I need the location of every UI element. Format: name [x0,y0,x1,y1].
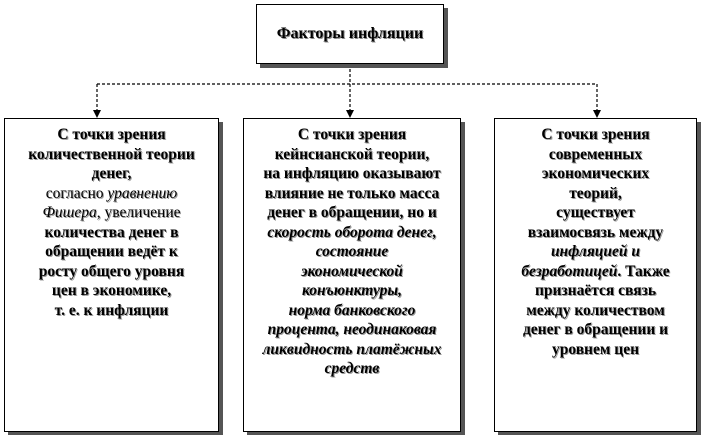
quantity-theory-text [11,125,212,320]
arrowhead-middle [346,110,354,118]
text-line [250,223,454,243]
text-line [250,125,454,145]
keynesian-theory-text [250,125,454,379]
text-segment: существует [556,204,635,221]
text-segment: , увеличение [96,204,181,221]
modern-theories-box [494,118,697,432]
keynesian-theory-box [243,118,461,432]
text-segment: средств [324,360,380,377]
text-line [11,125,212,145]
text-segment: росту общего уровня [38,262,185,280]
text-line [501,320,690,340]
text-segment: признаётся связь [534,282,657,299]
text-segment: уровнем цен [551,340,640,358]
text-segment: теорий, [569,184,622,202]
text-line [501,203,690,223]
text-segment: современных [548,145,643,163]
text-segment: количества денег в [44,223,179,241]
text-segment: С точки зрения [541,126,650,143]
text-segment: денег в обращении, но и [267,204,437,221]
text-segment: согласно [45,184,108,202]
text-line [501,145,690,165]
text-segment: состояние [315,243,389,260]
text-line [501,164,690,184]
text-segment: денег, [91,165,132,182]
text-line [11,281,212,301]
root-box-inflation-factors [256,4,444,64]
text-line [501,125,690,145]
text-line [250,242,454,262]
text-line [250,359,454,379]
text-line [501,242,690,262]
text-line [501,184,690,204]
text-segment: влияние не только масса [264,184,440,202]
text-line [11,301,212,321]
text-segment: денег в обращении и [522,321,669,338]
text-line [250,184,454,204]
text-segment: С точки зрения [57,126,166,143]
text-line [11,242,212,262]
text-segment: между количеством [526,301,665,319]
text-line [11,203,212,223]
text-segment: ликвидность платёжных [262,340,442,358]
text-line [250,145,454,165]
text-segment: норма банковского [288,301,416,319]
root-title: Факторы инфляции [276,25,424,42]
text-line [501,340,690,360]
arrowhead-right [593,110,601,118]
text-line [250,203,454,223]
text-line [501,281,690,301]
text-line [250,281,454,301]
text-segment: безработицей [521,262,618,280]
modern-theories-text [501,125,690,359]
text-line [11,184,212,204]
text-segment: обращении ведёт к [45,243,178,260]
text-line [250,320,454,340]
text-line [501,262,690,282]
text-segment: т. е. к инфляции [54,301,169,319]
text-segment: количественной теории [28,145,195,163]
text-line [501,301,690,321]
text-segment: экономических [541,165,650,182]
text-segment: . Также [617,262,670,280]
text-segment: на инфляцию оказывают [263,165,441,182]
text-line [11,164,212,184]
text-segment: взаимосвязь между [527,223,664,241]
text-segment: экономической [301,262,403,280]
text-line [250,262,454,282]
text-line [250,301,454,321]
text-line [11,262,212,282]
text-line [11,223,212,243]
text-segment: С точки зрения [297,126,407,143]
text-line [250,164,454,184]
text-segment: цен в экономике, [51,282,172,299]
text-line [11,145,212,165]
text-segment: скорость оборота денег, [267,223,437,241]
text-segment: инфляцией и [550,243,641,260]
text-segment: кейнсианской теории, [274,145,430,163]
quantity-theory-box [4,118,219,432]
text-segment: уравнению [107,184,178,202]
text-segment: Фишера [42,204,97,221]
text-segment: процента, неодинаковая [267,321,437,338]
arrowhead-left [93,110,101,118]
text-segment: конъюнктуры, [301,282,403,299]
text-line [250,340,454,360]
text-line [501,223,690,243]
